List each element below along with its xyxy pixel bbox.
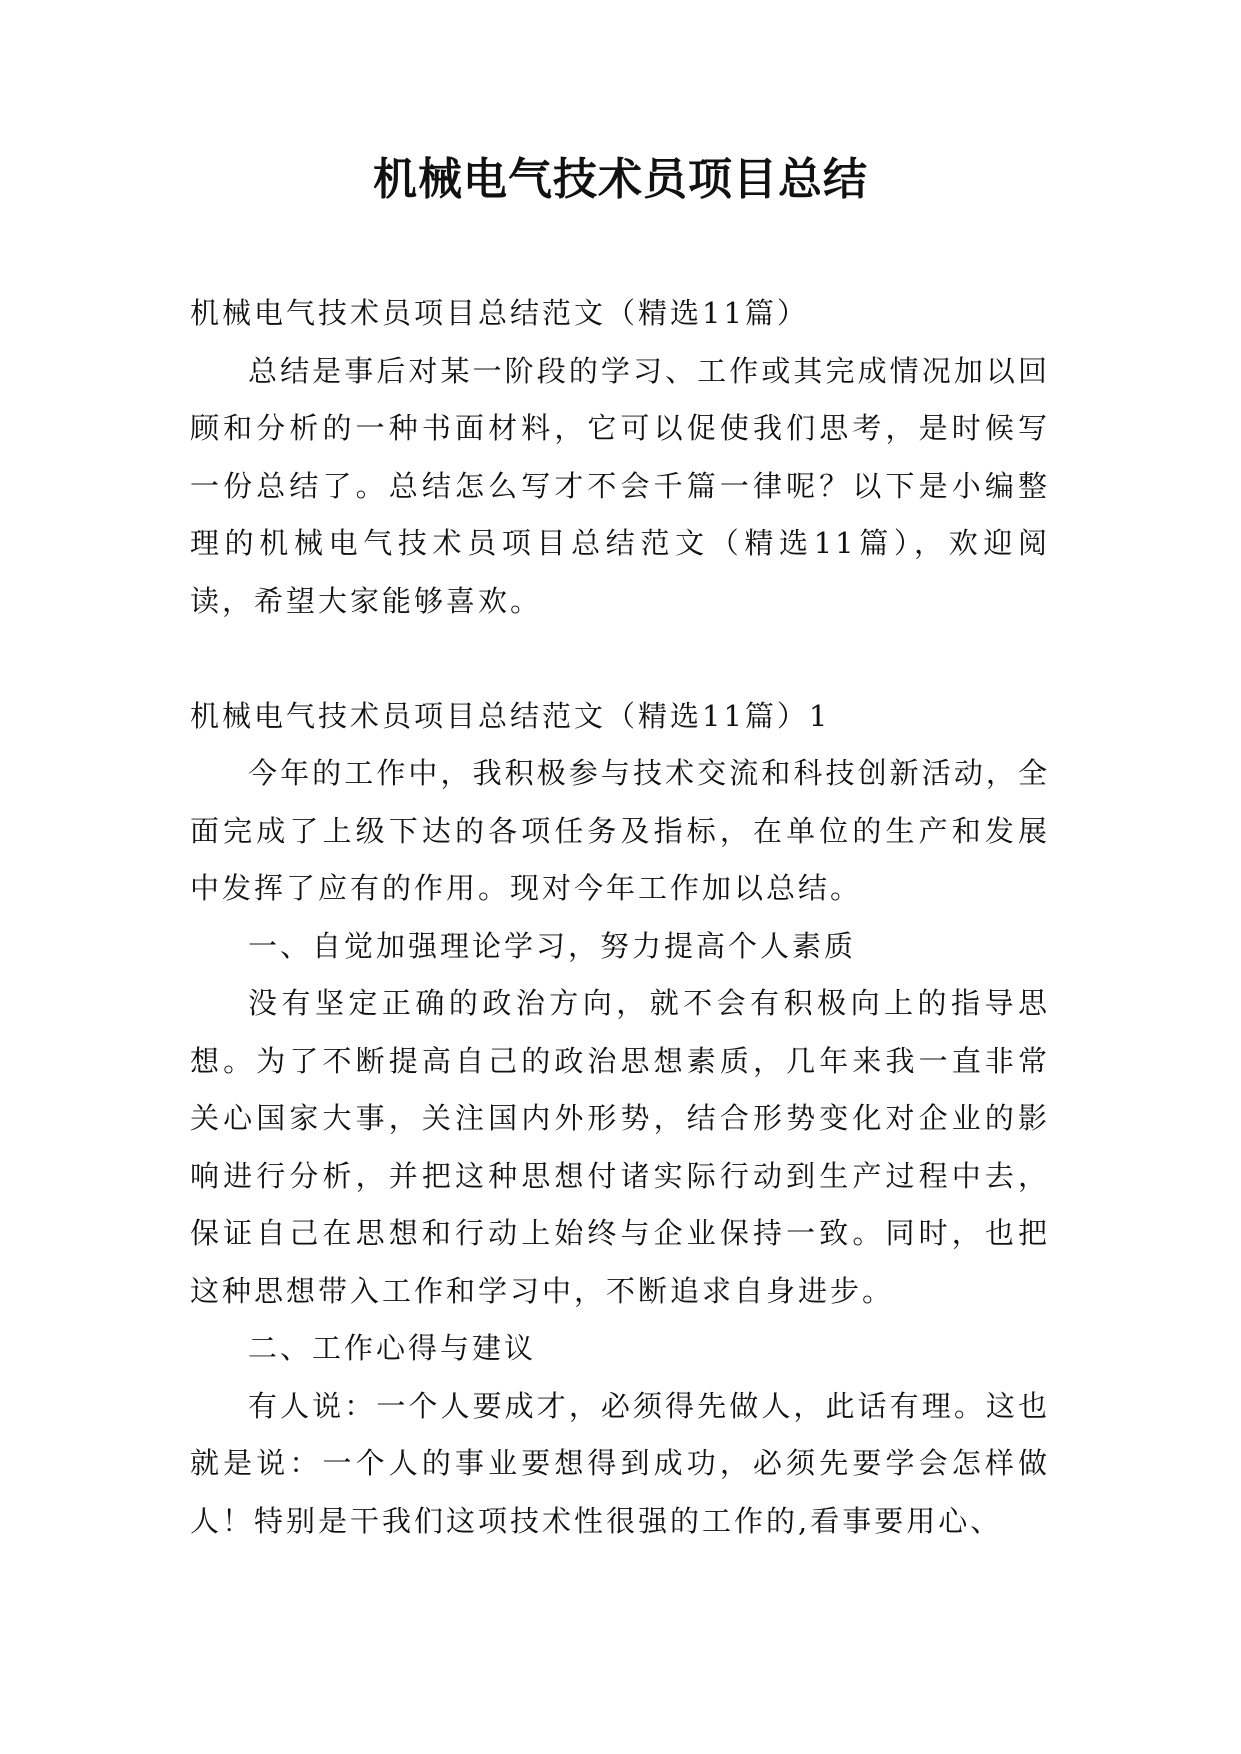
subsection-heading: 二、工作心得与建议 <box>248 1331 537 1365</box>
body-paragraph: 今年的工作中，我积极参与技术交流和科技创新活动，全面完成了上级下达的各项任务及指标，在单位的生产和发展中发挥了应有的作用。现对今年工作加以总结。 <box>190 756 1050 905</box>
subtitle-line: 机械电气技术员项目总结范文（精选11篇） <box>190 296 809 330</box>
document-title: 机械电气技术员项目总结 <box>373 154 868 205</box>
subsection-heading: 一、自觉加强理论学习，努力提高个人素质 <box>248 928 857 963</box>
intro-paragraph: 总结是事后对某一阶段的学习、工作或其完成情况加以回顾和分析的一种书面材料，它可以促使我们思考，是时候写一份总结了。总结怎么写才不会千篇一律呢？以下是小编整理的机械电气技术员项目总结范文（精选11篇），欢迎阅读，希望大家能够喜欢。 <box>190 353 1050 618</box>
section-heading: 机械电气技术员项目总结范文（精选11篇）1 <box>190 698 831 733</box>
body-paragraph: 有人说：一个人要成才，必须得先做人，此话有理。这也就是说：一个人的事业要想得到成功，必须先要学会怎样做人！特别是干我们这项技术性很强的工作的,看事要用心、 <box>190 1388 1050 1538</box>
body-paragraph: 没有坚定正确的政治方向，就不会有积极向上的指导思想。为了不断提高自己的政治思想素质，几年来我一直非常关心国家大事，关注国内外形势，结合形势变化对企业的影响进行分析，并把这种思想付诸实际行动到生产过程中去，保证自己在思想和行动上始终与企业保持一致。同时，也把这种思想带入工作和学习中，不断追求自身进步。 <box>190 986 1050 1308</box>
document-body <box>190 285 1050 1550</box>
